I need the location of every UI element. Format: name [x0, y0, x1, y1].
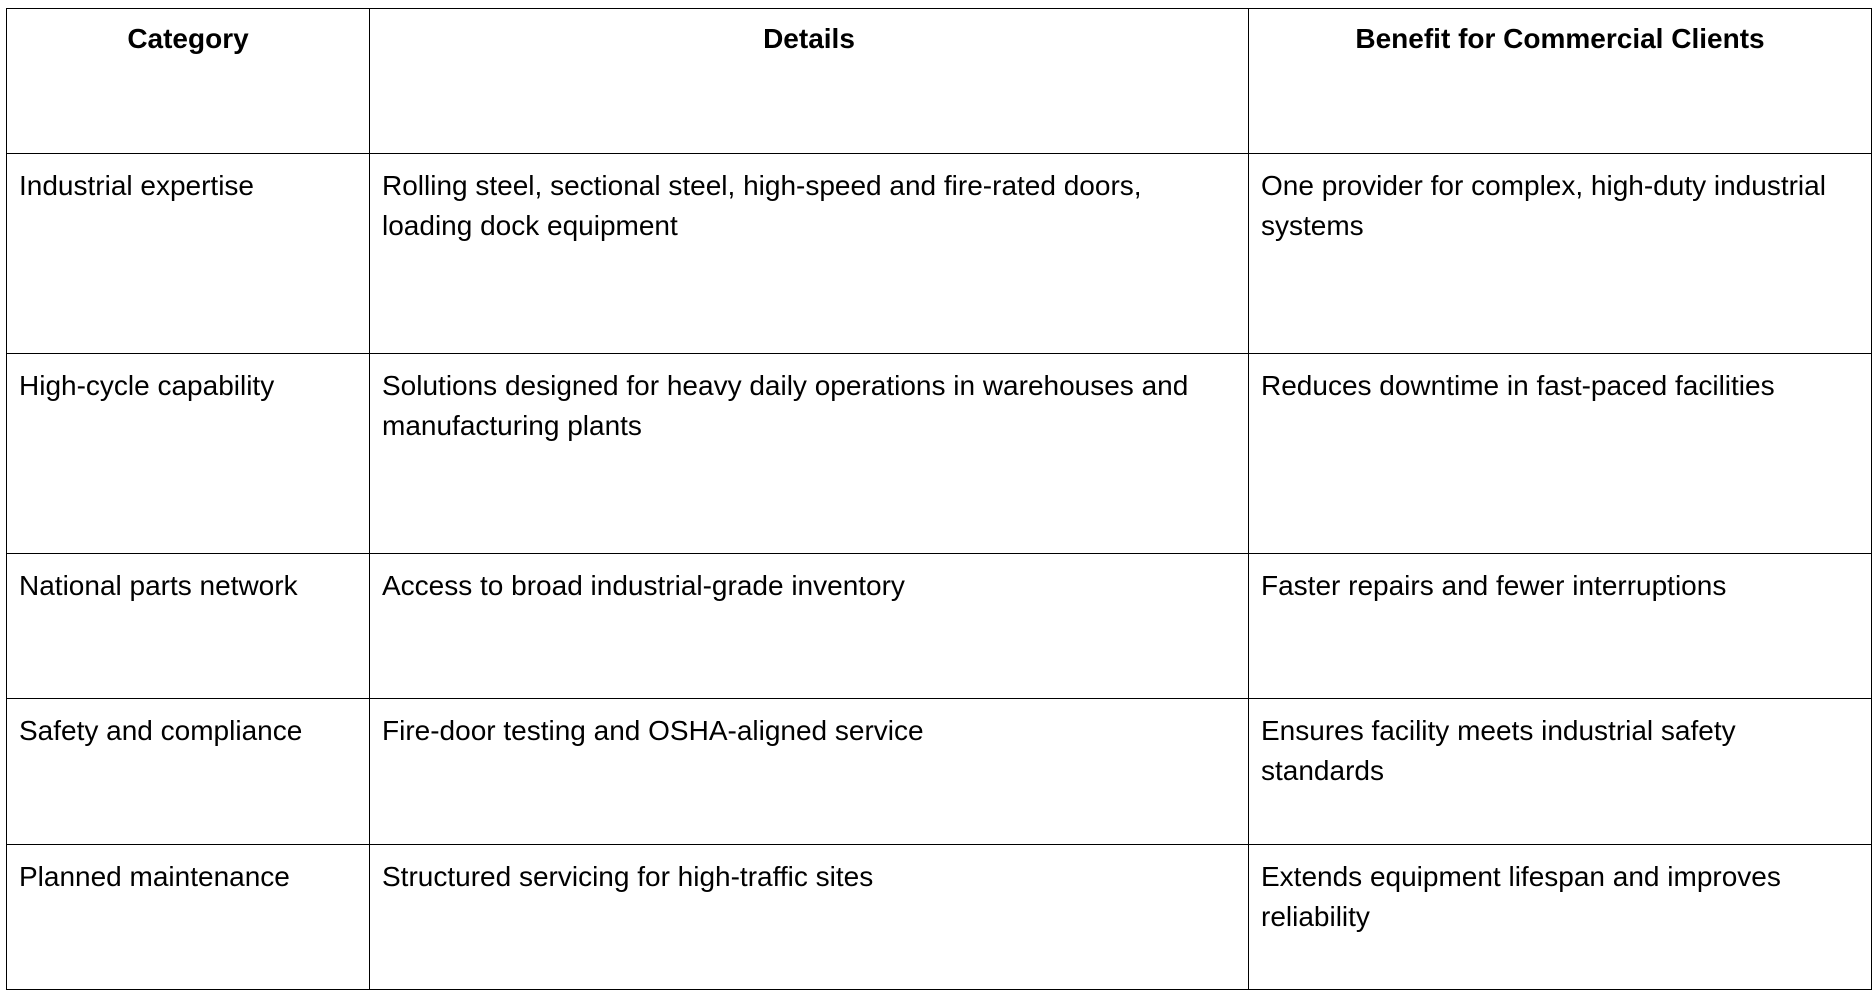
header-details: Details — [370, 9, 1249, 154]
cell-benefit: Faster repairs and fewer interruptions — [1249, 554, 1872, 699]
header-category: Category — [7, 9, 370, 154]
table-row — [7, 845, 1872, 990]
table-row — [7, 554, 1872, 699]
cell-details: Fire-door testing and OSHA-aligned service — [370, 699, 1249, 845]
cell-benefit: Extends equipment lifespan and improves reliability — [1249, 845, 1872, 990]
cell-benefit: Ensures facility meets industrial safety standards — [1249, 699, 1872, 845]
cell-details: Access to broad industrial-grade inventory — [370, 554, 1249, 699]
header-benefit: Benefit for Commercial Clients — [1249, 9, 1872, 154]
cell-category: National parts network — [7, 554, 370, 699]
cell-category: High-cycle capability — [7, 354, 370, 554]
table-header-row — [7, 9, 1872, 154]
comparison-table — [6, 8, 1872, 990]
table-row — [7, 354, 1872, 554]
table-row — [7, 699, 1872, 845]
cell-details: Structured servicing for high-traffic sites — [370, 845, 1249, 990]
table-row — [7, 154, 1872, 354]
cell-category: Safety and compliance — [7, 699, 370, 845]
cell-category: Planned maintenance — [7, 845, 370, 990]
comparison-table-container — [6, 8, 1872, 990]
cell-details: Rolling steel, sectional steel, high-speed and fire-rated doors, loading dock equipment — [370, 154, 1249, 354]
cell-details: Solutions designed for heavy daily operations in warehouses and manufacturing plants — [370, 354, 1249, 554]
cell-benefit: Reduces downtime in fast-paced facilities — [1249, 354, 1872, 554]
cell-category: Industrial expertise — [7, 154, 370, 354]
cell-benefit: One provider for complex, high-duty industrial systems — [1249, 154, 1872, 354]
